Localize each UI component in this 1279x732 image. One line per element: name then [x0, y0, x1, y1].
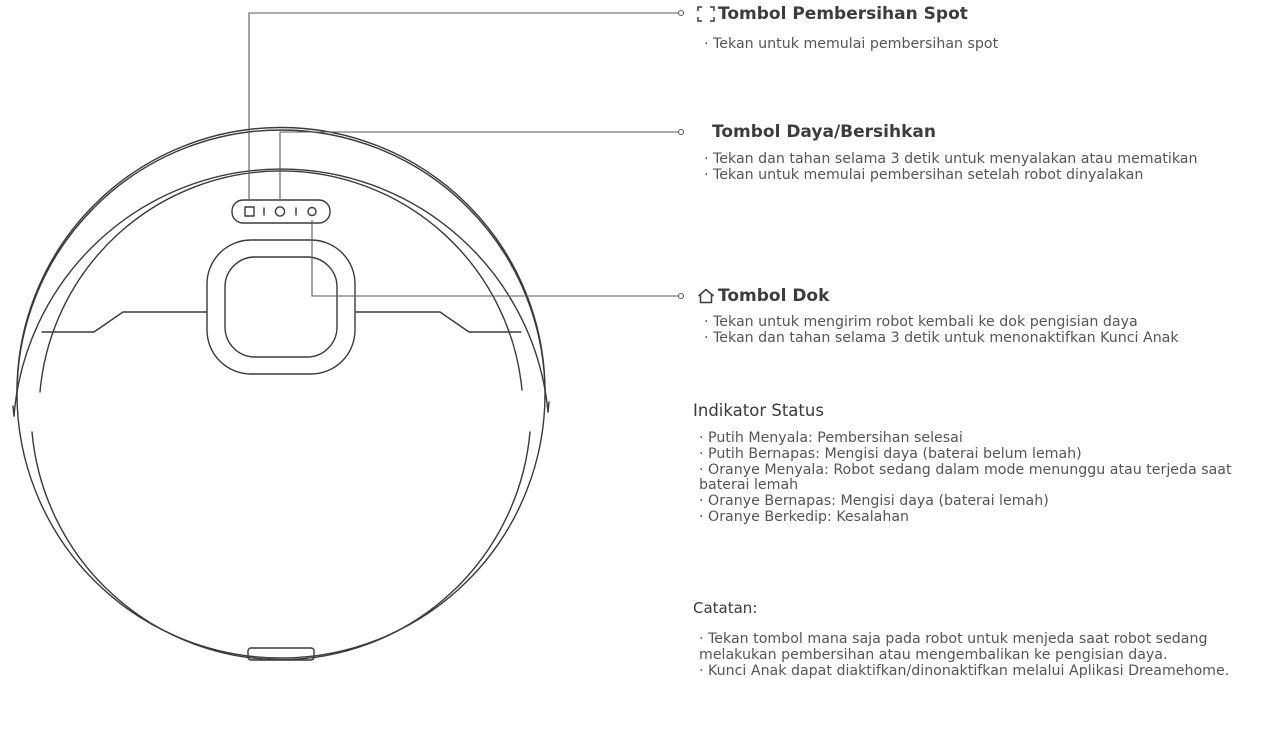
spot-clean-icon	[697, 6, 715, 22]
dock-button-title	[697, 286, 829, 306]
leader-power-dot	[679, 130, 684, 135]
notes-title	[693, 599, 757, 617]
button-panel	[232, 200, 330, 223]
list-item: · Tekan untuk mengirim robot kembali ke dok pengisian daya	[704, 315, 1279, 331]
dock-button-list	[704, 315, 1279, 347]
power-button-list	[704, 152, 1264, 184]
spot-button-title-text: Tombol Pembersihan Spot	[718, 4, 968, 24]
list-item: · Oranye Berkedip: Kesalahan	[699, 510, 1259, 526]
power-button-title	[712, 122, 936, 142]
status-indicator-list	[699, 431, 1259, 526]
status-indicator-title	[693, 401, 824, 420]
power-button-title-text: Tombol Daya/Bersihkan	[712, 122, 936, 142]
robot-front-seam	[42, 312, 521, 332]
list-item: · Oranye Bernapas: Mengisi daya (baterai lemah)	[699, 494, 1259, 510]
dock-ring	[207, 240, 355, 374]
leader-dock-dot	[679, 294, 684, 299]
leader-spot-dot	[679, 11, 684, 16]
leader-dock	[312, 220, 678, 296]
status-indicator-title-text: Indikator Status	[693, 401, 824, 420]
list-item: · Tekan untuk memulai pembersihan spot	[704, 37, 1264, 53]
leader-spot	[249, 13, 678, 200]
notes-list	[699, 632, 1269, 679]
home-icon	[697, 288, 715, 304]
spot-button-title	[697, 4, 968, 24]
spot-button-list	[704, 37, 1264, 53]
list-item: · Tekan untuk memulai pembersihan setelah robot dinyalakan	[704, 168, 1264, 184]
notes-title-text: Catatan:	[693, 599, 758, 617]
list-item: · Tekan dan tahan selama 3 detik untuk menyalakan atau mematikan	[704, 152, 1264, 168]
list-item: · Tekan tombol mana saja pada robot untuk menjeda saat robot sedang melakukan pembersihan atau mengembalikan ke pengisian daya.	[699, 632, 1269, 664]
leader-power	[280, 132, 678, 200]
list-item: · Putih Menyala: Pembersihan selesai	[699, 431, 1259, 447]
list-item: · Tekan dan tahan selama 3 detik untuk menonaktifkan Kunci Anak	[704, 331, 1279, 347]
list-item: · Oranye Menyala: Robot sedang dalam mode menunggu atau terjeda saat baterai lemah	[699, 463, 1259, 495]
list-item: · Putih Bernapas: Mengisi daya (baterai belum lemah)	[699, 447, 1259, 463]
list-item: · Kunci Anak dapat diaktifkan/dinonaktifkan melalui Aplikasi Dreamehome.	[699, 664, 1269, 680]
dock-button-title-text: Tombol Dok	[718, 286, 830, 306]
